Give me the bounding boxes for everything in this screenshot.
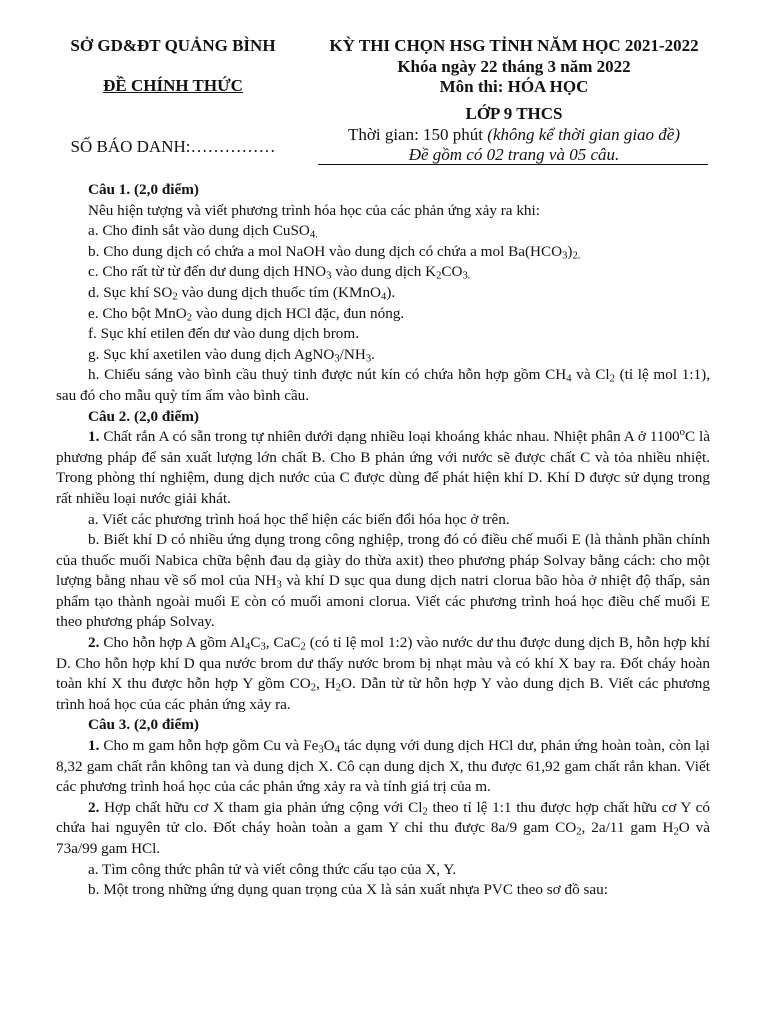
exam-time-note: (không kể thời gian giao đề) — [487, 125, 681, 144]
exam-header — [0, 0, 768, 170]
exam-time-text: Thời gian: 150 phút — [347, 125, 488, 144]
exam-grade: LỚP 9 THCS — [465, 104, 563, 123]
exam-time — [290, 125, 738, 145]
exam-body — [56, 180, 710, 901]
question-1-item-b: b. Cho dung dịch có chứa a mol NaOH vào dung dịch có chứa a mol $Ba(HCO_3)_{2.}$ — [88, 242, 581, 262]
question-1-item-f: f. Sục khí etilen đến dư vào dung dịch brom. — [88, 325, 360, 343]
department-name: SỞ GD&ĐT QUẢNG BÌNH — [70, 36, 276, 55]
question-3-part-1: 1. Cho m gam hỗn hợp gồm Cu và $Fe_3O_4$ tác dụng với dung dịch HCl dư, phản ứng hoàn toàn, còn lại 8,32 gam chất rắn không tan và dung dịch X. Cô cạn dung dịch X, thu được 61,92 gam chất rắn khan. Viết các phương trình hoá học của các phản ứng xảy ra và tính giá trị của m. — [56, 737, 710, 796]
question-2-part-2: 2. Cho hỗn hợp A gồm $Al_4C_3$, CaC$_2$ (có tỉ lệ mol 1:2) vào nước dư thu được dung dịch B, hỗn hợp khí D. Cho hỗn hợp khí D qua nước brom dư thấy nước brom bị nhạt màu và có khí X bay ra. Đốt cháy hoàn toàn khí X thu được hỗn hợp Y gồm $CO_2$, $H_2O$. Dẫn từ từ hỗn hợp Y vào dung dịch B. Viết các phương trình hoá học của các phản ứng xảy ra. — [56, 634, 710, 713]
exam-title: KỲ THI CHỌN HSG TỈNH NĂM HỌC 2021-2022 — [329, 36, 699, 55]
question-3-part-2b: b. Một trong những ứng dụng quan trọng của X là sản xuất nhựa PVC theo sơ đồ sau: — [88, 881, 608, 899]
question-2-part-1b: b. Biết khí D có nhiều ứng dụng trong công nghiệp, trong đó có điều chế muối E (là thành phần chính của thuốc muối Nabica chữa bệnh đau dạ giày do thừa axit) theo phương pháp Solvay bằng cách: cho một lượng bằng nhau về số mol của $NH_3$ và khí D sục qua dung dịch natri clorua bão hòa ở nhiệt độ thấp, sản phẩm tạo thành ngoài muối E còn có muối amoni clorua. Viết các phương trình hoá học điều chế muối E theo phương pháp Solvay. — [56, 531, 710, 631]
candidate-number-field: SỐ BÁO DANH:…………… — [70, 137, 276, 156]
question-1-title: Câu 1. (2,0 điểm) — [88, 181, 199, 198]
question-1-item-h: h. Chiếu sáng vào bình cầu thuỷ tinh được nút kín có chứa hỗn hợp gồm $CH_4$ và $Cl_2$ (tỉ lệ mol 1:1), sau đó cho mẫu quỳ tím ẩm vào bình cầu. — [56, 366, 711, 404]
exam-date: Khóa ngày 22 tháng 3 năm 2022 — [397, 57, 631, 76]
pages-note: Đề gồm có 02 trang và 05 câu. — [408, 145, 620, 164]
question-2-title: Câu 2. (2,0 điểm) — [88, 407, 199, 425]
question-1-item-g: g. Sục khí axetilen vào dung dịch $AgNO_3/NH_3$. — [88, 345, 375, 365]
official-label: ĐỀ CHÍNH THỨC — [103, 76, 243, 95]
question-2-part-1: 1. Chất rắn A có sẵn trong tự nhiên dưới dạng nhiều loại khoáng khác nhau. Nhiệt phân A ở 1100$^o$C là phương pháp để sản xuất lượng lớn chất B. Cho B phản ứng với nước sẽ được chất C và tỏa nhiều nhiệt. Trong phòng thí nghiệm, dung dịch nước của C được dùng để phát hiện khí D. Khí D được sử dụng trong rất nhiều loại nước giải khát. — [56, 427, 710, 507]
header-divider — [318, 164, 708, 165]
exam-subject: Môn thi: HÓA HỌC — [439, 77, 589, 96]
question-1-item-e: e. Cho bột MnO$_2$ vào dung dịch HCl đặc, đun nóng. — [88, 304, 405, 324]
question-1-item-c: c. Cho rất từ từ đến dư dung dịch $HNO_3$ vào dung dịch $K_2CO_{3.}$ — [88, 263, 471, 283]
question-1-intro: Nêu hiện tượng và viết phương trình hóa học của các phản ứng xảy ra khi: — [88, 201, 540, 219]
question-3-part-2a: a. Tìm công thức phân tử và viết công thức cấu tạo của X, Y. — [88, 860, 457, 878]
question-2-part-1a: a. Viết các phương trình hoá học thể hiện các biến đổi hóa học ở trên. — [88, 510, 510, 528]
question-3-part-2: 2. Hợp chất hữu cơ X tham gia phản ứng cộng với $Cl_2$ theo tỉ lệ 1:1 thu được hợp chất hữu cơ Y có chứa hai nguyên tử clo. Đốt cháy hoàn toàn a gam Y chỉ thu được 8a/9 gam $CO_2$, 2a/11 gam $H_2O$ và 73a/99 gam HCl. — [56, 798, 710, 857]
question-1-item-d: d. Sục khí $SO_2$ vào dung dịch thuốc tím (KMnO$_4$). — [88, 283, 396, 303]
question-1-item-a: a. Cho đinh sắt vào dung dịch CuSO$_{4.}$ — [88, 222, 318, 241]
question-3-title: Câu 3. (2,0 điểm) — [88, 716, 199, 734]
